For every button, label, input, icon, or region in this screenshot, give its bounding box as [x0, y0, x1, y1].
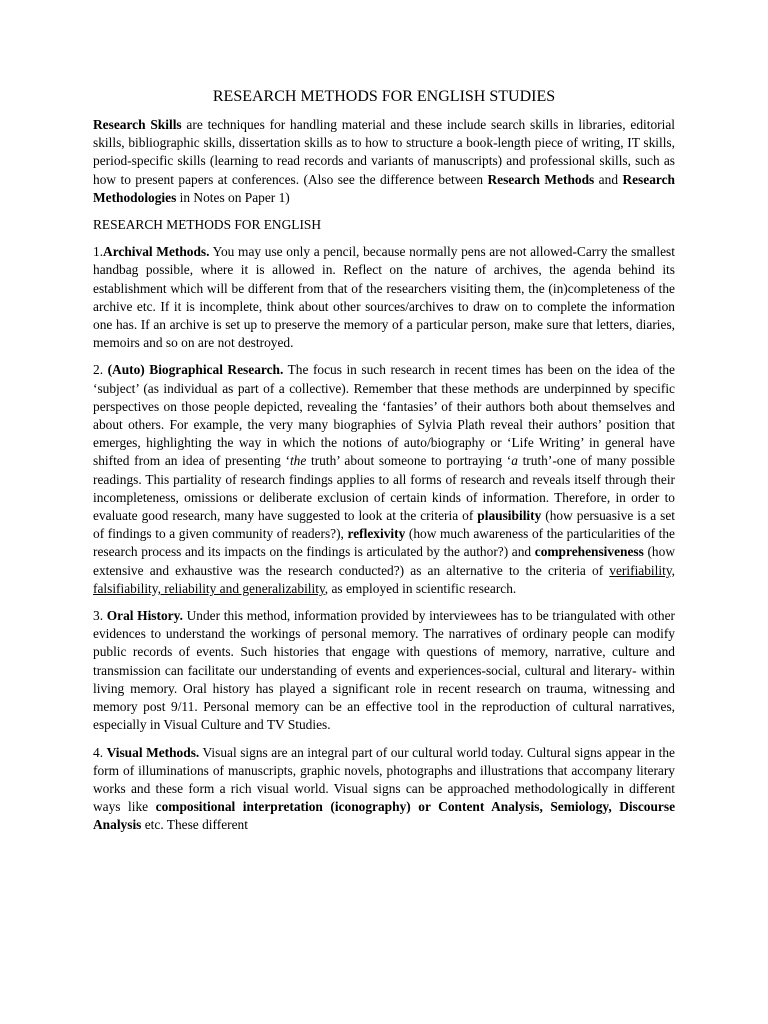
term-research-methodologies: Research Methodologies — [93, 171, 675, 205]
term-plausibility: plausibility — [477, 508, 542, 524]
term-reflexivity: reflexivity — [347, 526, 406, 542]
visual-analysis-terms: compositional interpretation (iconography) or Content Analysis, Semiology, Discourse Analysis — [93, 799, 676, 833]
document-page — [93, 86, 675, 844]
intro-paragraph: Research Skills are techniques for handling material and these include search skills in libraries, editorial skills, bibliographic skills, dissertation skills as to how to structure a book-length piece of writing, IT skills, period-specific skills (learning to read records and variants of manuscripts) and professional skills, such as how to present papers at conferences. (Also see the difference between Research Methods and Research Methodologies in Notes on Paper 1) — [93, 117, 675, 205]
method-oral-history-title: Oral History. — [106, 608, 183, 624]
method-archival-title: Archival Methods. — [103, 244, 210, 260]
method-biographical-title: (Auto) Biographical Research. — [107, 362, 284, 378]
method-biographical: 2. (Auto) Biographical Research. The focus in such research in recent times has been on the idea of the ‘subject’ (as individual as part of a collective). Remember that these methods are underpinned by specific perspectives on those people depicted, revealing the ‘fantasies’ of their authors both about themselves and about others. For example, the very many biographies of Sylvia Plath reveal their authors’ position that emerges, highlighting the way in which the notions of auto/biography or ‘Life Writing’ in general have shifted from an idea of presenting ‘the truth’ about someone to portraying ‘a truth’-one of many possible readings. This partiality of research findings applies to all forms of research and reveals itself through their incompleteness, omissions or deliberate exclusion of certain kinds of information. Therefore, in order to evaluate good research, many have suggested to look at the criteria of plausibility (how persuasive is a set of findings to a given community of readers?), reflexivity (how much awareness of the particularities of the research process and its impacts on the findings is articulated by the author?) and comprehensiveness (how extensive and exhaustive was the research conducted?) as an alternative to the criteria of verifiability, falsifiability, reliability and generalizability, as employed in scientific research. — [93, 362, 676, 596]
method-visual: 4. Visual Methods. Visual signs are an integral part of our cultural world today. Cultural signs appear in the form of illuminations of manuscripts, graphic novels, photographs and illustrations that accompany literary works and these form a rich visual world. Visual signs can be approached methodologically in different ways like compositional interpretation (iconography) or Content Analysis, Semiology, Discourse Analysis etc. These different — [93, 744, 676, 833]
term-research-methods: Research Methods — [487, 171, 595, 187]
method-oral-history: 3. Oral History. Under this method, information provided by interviewees has to be triangulated with other evidences to understand the workings of personal memory. The narratives of ordinary people can modify public records of events. Such histories that engage with questions of memory, narrative, culture and transmission can facilitate our understanding of events and experiences-social, cultural and literary- within living memory. Oral history has played a significant role in recent research on trauma, witnessing and memory post 9/11. Personal memory can be an effective tool in the reproduction of cultural narratives, especially in Visual Culture and TV Studies. — [93, 608, 676, 733]
document-title: RESEARCH METHODS FOR ENGLISH STUDIES — [212, 88, 556, 105]
method-visual-title: Visual Methods. — [106, 744, 200, 760]
section-heading: RESEARCH METHODS FOR ENGLISH — [93, 217, 322, 233]
intro-lead: Research Skills — [93, 117, 182, 132]
scientific-criteria: verifiability, falsifiability, reliability and generalizability — [93, 562, 675, 596]
method-archival: 1.Archival Methods. You may use only a pencil, because normally pens are not allowed-Carry the smallest handbag possible, where it is allowed in. Reflect on the nature of archives, the agenda behind its establishment which will be different from that of the researchers visiting them, the (in)completeness of the archive etc. If it is incomplete, think about other sources/archives to draw on to complete the information one has. If an archive is set up to preserve the memory of a particular person, make sure that letters, diaries, memoirs and so on are not destroyed. — [93, 244, 675, 351]
term-comprehensiveness: comprehensiveness — [534, 544, 644, 560]
